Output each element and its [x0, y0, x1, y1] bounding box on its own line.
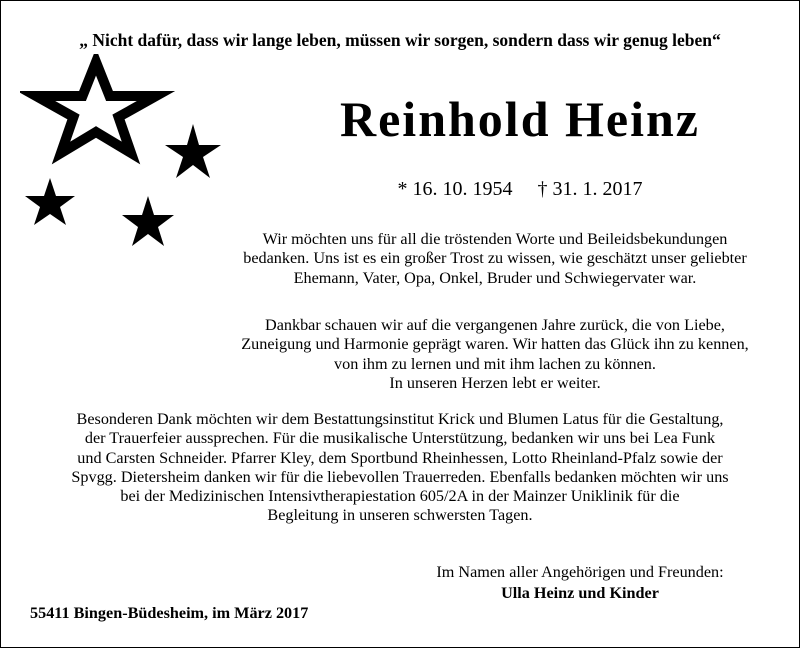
text-line: Spvgg. Dietersheim danken wir für die liebevollen Trauerreden. Ebenfalls bedanken möchten wir uns	[71, 467, 729, 486]
place-and-date: 55411 Bingen-Büdesheim, im März 2017	[30, 604, 309, 622]
deceased-name: Reinhold Heinz	[340, 91, 700, 147]
text-line: und Carsten Schneider. Pfarrer Kley, dem Sportbund Rheinhessen, Lotto Rheinland-Pfalz sowie der	[77, 448, 723, 467]
text-line: Zuneigung und Harmonie geprägt waren. Wir hatten das Glück ihn zu kennen,	[241, 335, 749, 354]
thanks-paragraph	[190, 230, 800, 288]
death-date: † 31. 1. 2017	[537, 178, 643, 200]
birth-date: * 16. 10. 1954	[397, 178, 513, 200]
text-line: Wir möchten uns für all die tröstenden Worte und Beileidsbekundungen	[262, 230, 728, 248]
motto-quote: „ Nicht dafür, dass wir lange leben, müssen wir sorgen, sondern dass wir genug leben“	[79, 30, 721, 50]
signature-block	[360, 562, 800, 604]
text-line: von ihm zu lernen und mit ihm lachen zu können.	[334, 354, 656, 373]
outline-star-icon	[36, 62, 156, 153]
text-line: bei der Medizinischen Intensivtherapiestation 605/2A in der Mainzer Uniklinik für die	[120, 487, 680, 506]
star-icon	[122, 196, 174, 246]
star-icon	[25, 178, 75, 225]
text-line: In unseren Herzen lebt er weiter.	[389, 373, 601, 392]
life-dates	[240, 178, 800, 201]
text-line: Besonderen Dank möchten wir dem Bestattungsinstitut Krick und Blumen Latus für die Gestaltung,	[76, 410, 724, 428]
text-line: der Trauerfeier aussprechen. Für die musikalische Unterstützung, bedanken wir uns bei Lea Funk	[84, 429, 716, 448]
signature-intro: Im Namen aller Angehörigen und Freunden:	[436, 563, 724, 581]
text-line: Dankbar schauen wir auf die vergangenen Jahre zurück, die von Liebe,	[265, 316, 725, 334]
special-thanks-paragraph	[0, 410, 800, 526]
text-line: bedanken. Uns ist es ein großer Trost zu wissen, wie geschätzt unser geliebter	[243, 249, 747, 268]
signature-names: Ulla Heinz und Kinder	[501, 584, 659, 602]
text-line: Ehemann, Vater, Opa, Onkel, Bruder und Schwiegervater war.	[293, 268, 697, 287]
star-icon	[165, 124, 221, 178]
text-line: Begleitung in unseren schwersten Tagen.	[267, 506, 533, 525]
memory-paragraph	[190, 316, 800, 393]
